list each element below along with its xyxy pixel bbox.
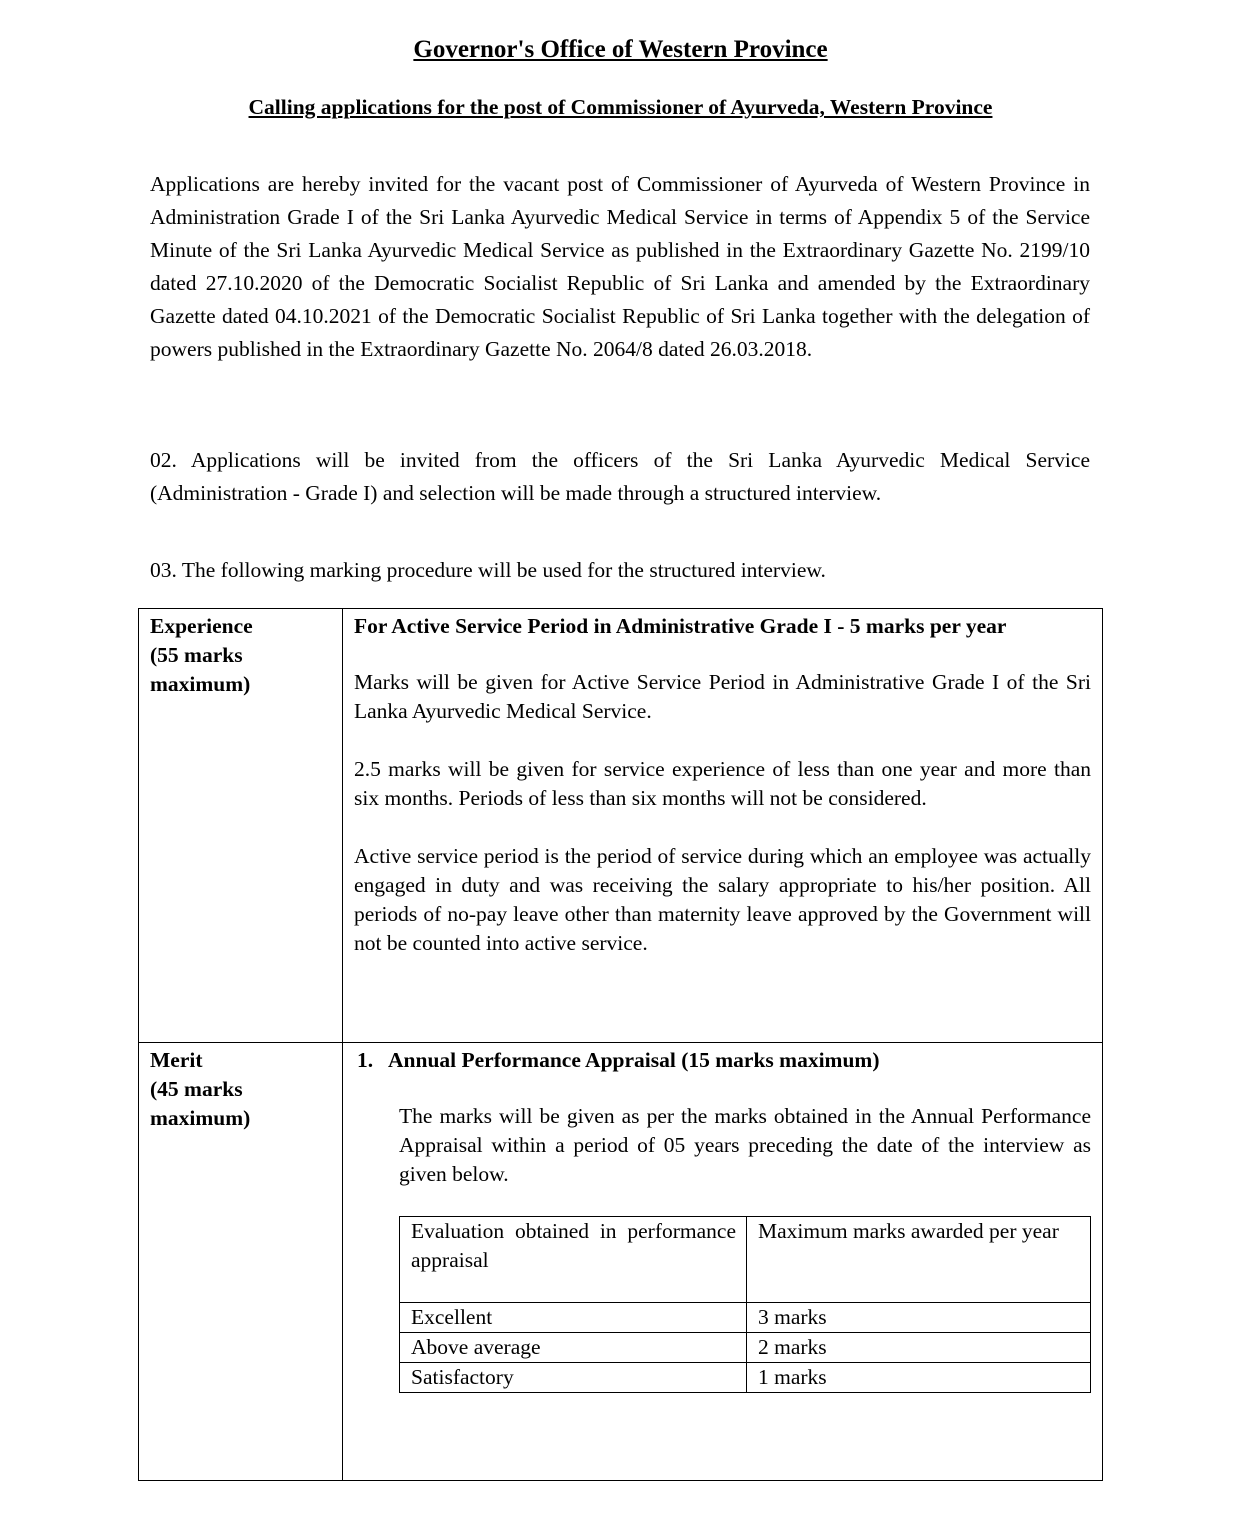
page-title: Governor's Office of Western Province <box>413 36 828 63</box>
merit-label-cell <box>139 1043 343 1481</box>
marks-cell: 2 marks <box>747 1333 1091 1363</box>
evaluation-row <box>400 1333 1091 1363</box>
experience-heading: For Active Service Period in Administrative Grade I - 5 marks per year <box>354 614 1007 638</box>
paragraph-02: 02. Applications will be invited from the officers of the Sri Lanka Ayurvedic Medical Service (Administration - Grade I) and selection will be made through a structured interview. <box>150 448 1090 505</box>
evaluation-row <box>400 1363 1091 1393</box>
paragraph-03: 03. The following marking procedure will be used for the structured interview. <box>150 558 826 582</box>
merit-item-number: 1. <box>357 1048 374 1072</box>
experience-label: Experience <box>150 614 253 638</box>
evaluation-table <box>399 1216 1091 1393</box>
marking-procedure-table <box>138 608 1103 1481</box>
merit-row <box>139 1043 1103 1481</box>
merit-max-marks-suffix: maximum) <box>150 1106 251 1130</box>
experience-content-cell <box>343 609 1103 1043</box>
experience-label-cell <box>139 609 343 1043</box>
evaluation-header-col2: Maximum marks awarded per year <box>747 1217 1091 1303</box>
evaluation-row <box>400 1303 1091 1333</box>
experience-max-marks: (55 marks <box>150 643 243 667</box>
evaluation-cell: Satisfactory <box>400 1363 747 1393</box>
merit-label: Merit <box>150 1048 203 1072</box>
merit-content-cell <box>343 1043 1103 1481</box>
experience-paragraph-2: 2.5 marks will be given for service experience of less than one year and more than six months. Periods of less than six months will not be considered. <box>354 757 1091 810</box>
evaluation-cell: Excellent <box>400 1303 747 1333</box>
merit-item-title: Annual Performance Appraisal (15 marks maximum) <box>388 1048 880 1072</box>
marks-cell: 1 marks <box>747 1363 1091 1393</box>
experience-row <box>139 609 1103 1043</box>
page-subtitle: Calling applications for the post of Commissioner of Ayurveda, Western Province <box>248 95 993 119</box>
merit-max-marks: (45 marks <box>150 1077 243 1101</box>
experience-paragraph-1: Marks will be given for Active Service Period in Administrative Grade I of the Sri Lanka Ayurvedic Medical Service. <box>354 670 1091 723</box>
merit-item-heading <box>354 1046 1091 1075</box>
evaluation-table-header <box>400 1217 1091 1303</box>
experience-paragraph-3: Active service period is the period of service during which an employee was actually engaged in duty and was receiving the salary appropriate to his/her position. All periods of no-pay leave other than maternity leave approved by the Government will not be counted into active service. <box>354 844 1091 955</box>
experience-max-marks-suffix: maximum) <box>150 672 251 696</box>
evaluation-cell: Above average <box>400 1333 747 1363</box>
merit-item-description: The marks will be given as per the marks obtained in the Annual Performance Appraisal within a period of 05 years preceding the date of the interview as given below. <box>399 1104 1091 1186</box>
evaluation-header-col1: Evaluation obtained in performance appraisal <box>400 1217 747 1303</box>
intro-paragraph: Applications are hereby invited for the vacant post of Commissioner of Ayurveda of Western Province in Administration Grade I of the Sri Lanka Ayurvedic Medical Service in terms of Appendix 5 of the Service Minute of the Sri Lanka Ayurvedic Medical Service as published in the Extraordinary Gazette No. 2199/10 dated 27.10.2020 of the Democratic Socialist Republic of Sri Lanka and amended by the Extraordinary Gazette dated 04.10.2021 of the Democratic Socialist Republic of Sri Lanka together with the delegation of powers published in the Extraordinary Gazette No. 2064/8 dated 26.03.2018. <box>150 172 1090 361</box>
marks-cell: 3 marks <box>747 1303 1091 1333</box>
